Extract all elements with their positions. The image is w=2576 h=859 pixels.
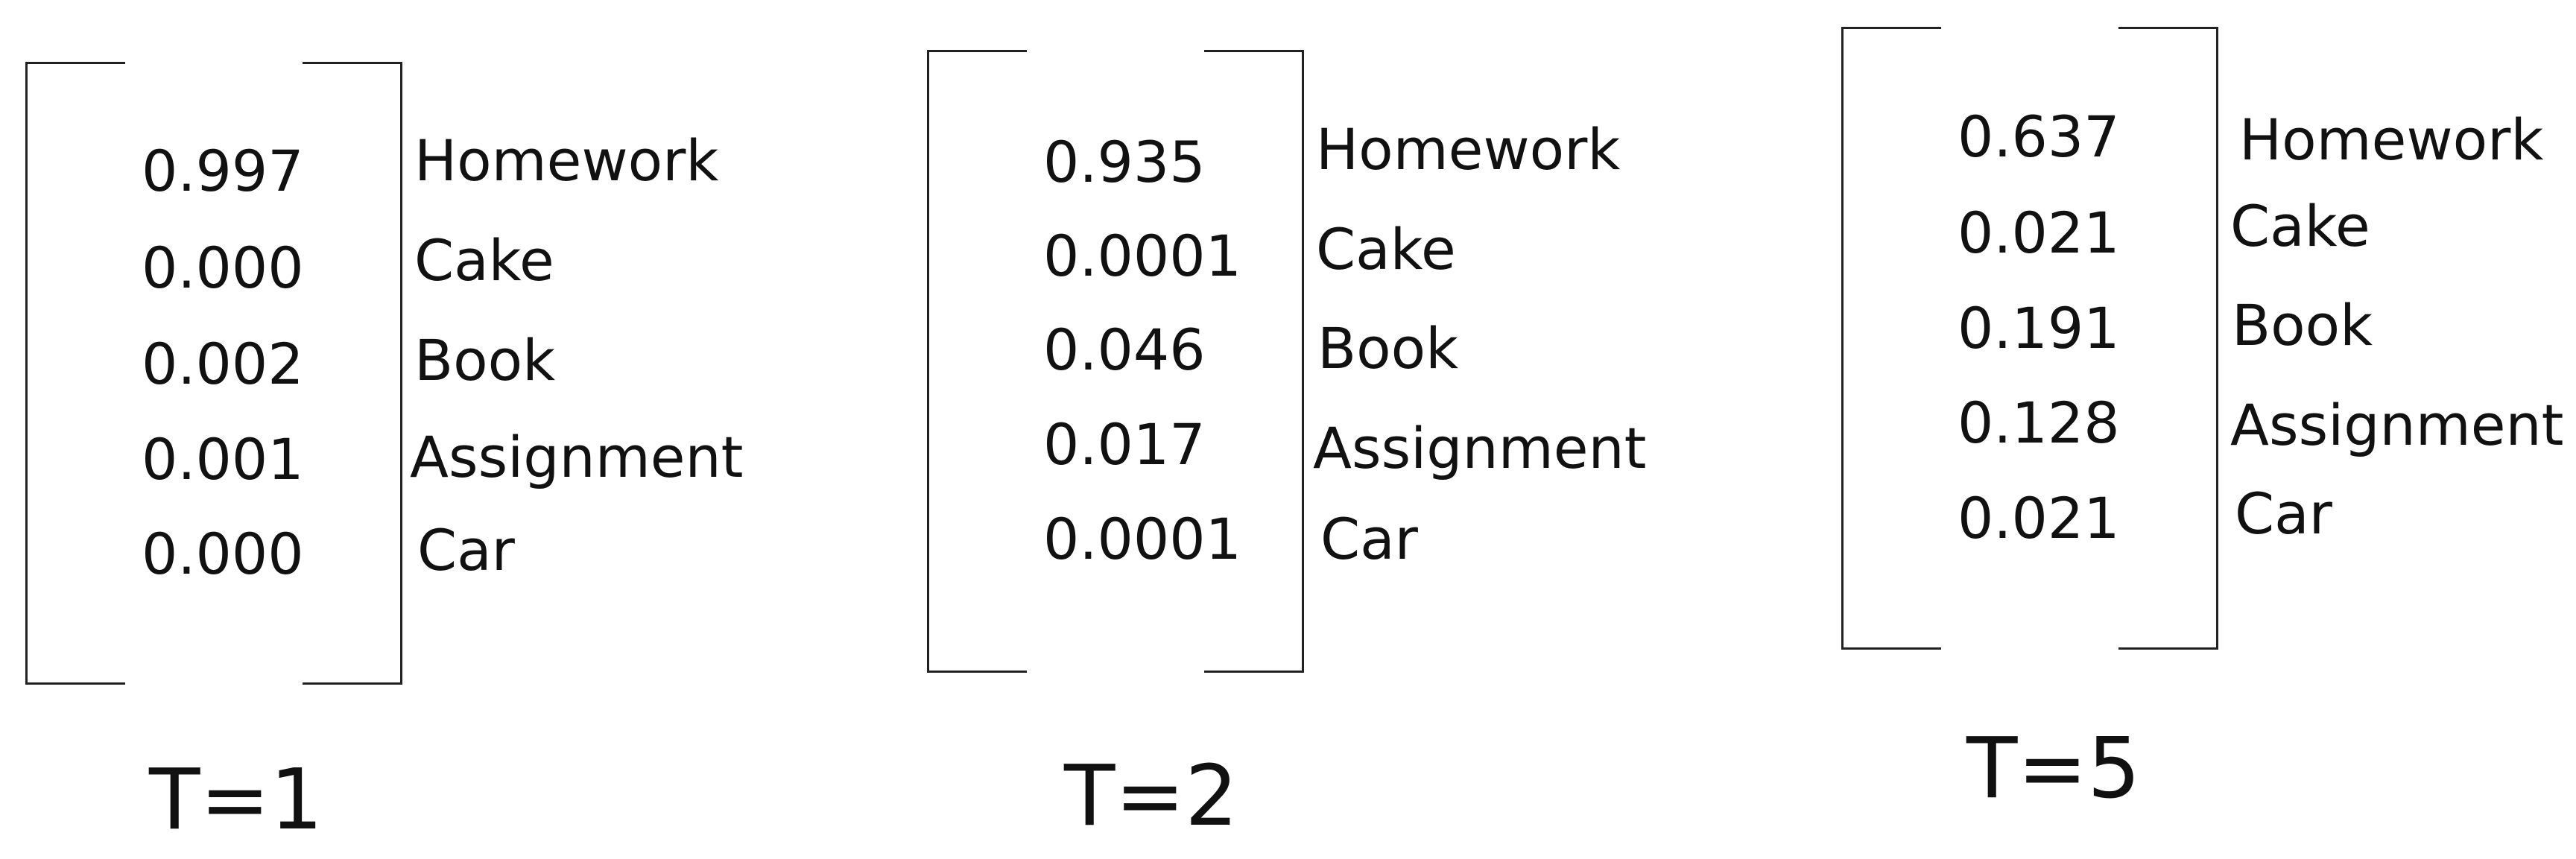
class-label: Book: [2232, 292, 2373, 358]
class-label: Book: [1317, 315, 1459, 381]
temperature-label: T=1: [149, 752, 323, 849]
class-label: Homework: [1316, 116, 1621, 183]
panel-t1: [0, 0, 820, 859]
panel-t5: [1816, 0, 2576, 859]
probability-value: 0.001: [142, 426, 304, 492]
probability-value: 0.637: [1958, 104, 2120, 170]
probability-value: 0.0001: [1043, 223, 1241, 289]
probability-value: 0.935: [1043, 129, 1206, 195]
probability-value: 0.0001: [1043, 506, 1241, 572]
right-bracket: [2118, 27, 2218, 650]
class-label: Car: [417, 517, 515, 583]
left-bracket: [927, 50, 1027, 673]
class-label: Assignment: [2230, 392, 2564, 458]
probability-value: 0.002: [142, 331, 304, 397]
probability-value: 0.128: [1958, 390, 2120, 456]
probability-value: 0.000: [142, 235, 304, 301]
class-label: Car: [1320, 506, 1418, 572]
probability-value: 0.997: [142, 138, 304, 204]
class-label: Cake: [414, 227, 554, 294]
class-label: Homework: [2239, 107, 2544, 173]
panel-t2: [902, 0, 1721, 859]
class-label: Car: [2235, 481, 2332, 547]
temperature-label: T=5: [1966, 720, 2141, 817]
class-label: Homework: [414, 127, 719, 194]
right-bracket: [303, 62, 402, 685]
probability-value: 0.046: [1043, 317, 1206, 383]
class-label: Assignment: [1313, 415, 1647, 481]
class-label: Cake: [1316, 216, 1456, 282]
probability-value: 0.000: [142, 521, 304, 587]
probability-value: 0.021: [1958, 200, 2120, 266]
left-bracket: [25, 62, 125, 685]
class-label: Assignment: [410, 424, 744, 490]
temperature-label: T=2: [1064, 748, 1238, 845]
right-bracket: [1204, 50, 1304, 673]
class-label: Cake: [2230, 193, 2370, 259]
class-label: Book: [414, 327, 556, 393]
probability-value: 0.021: [1958, 485, 2120, 551]
probability-value: 0.191: [1958, 295, 2120, 361]
probability-value: 0.017: [1043, 411, 1206, 478]
left-bracket: [1841, 27, 1941, 650]
